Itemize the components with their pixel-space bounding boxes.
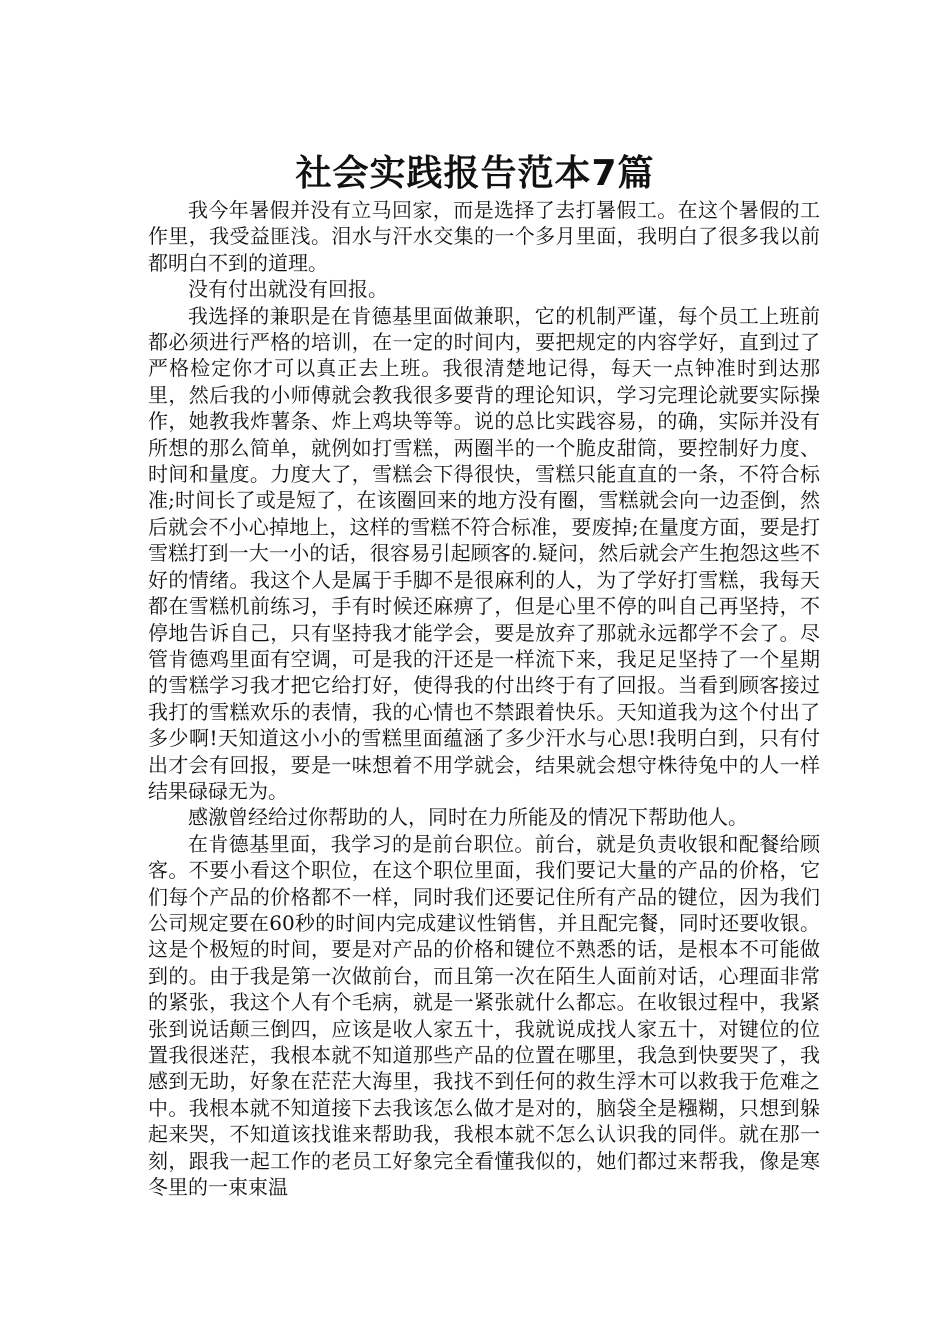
paragraph-heading-1: 没有付出就没有回报。 xyxy=(188,277,388,302)
paragraph-kfc-icecream: 我选择的兼职是在肯德基里面做兼职，它的机制严谨，每个员工上班前都必须进行严格的培训，在一定的时间内，要把规定的内容学好，直到过了严格检定你才可以真正去上班。我很清楚地记得，每天一点钟准时到达那里，然后我的小师傅就会教我很多要背的理论知识，学习完理论就要实际操作，她教我炸薯条、炸上鸡块等等。说的总比实践容易，的确，实际并没有所想的那么简单，就例如打雪糕，两圈半的一个脆皮甜筒，要控制好力度、时间和量度。力度大了，雪糕会下得很快，雪糕只能直直的一条，不符合标准;时间长了或是短了，在该圈回来的地方没有圈，雪糕就会向一边歪倒，然后就会不小心掉地上，这样的雪糕不符合标准，要废掉;在量度方面，要是打雪糕打到一大一小的话，很容易引起顾客的.疑问，然后就会产生抱怨这些不好的情绪。我这个人是属于手脚不是很麻利的人，为了学好打雪糕，我每天都在雪糕机前练习，手有时候还麻痹了，但是心里不停的叫自己再坚持，不停地告诉自己，只有坚持我才能学会，要是放弃了那就永远都学不会了。尽管肯德鸡里面有空调，可是我的汗还是一样流下来，我足足坚持了一个星期的雪糕学习我才把它给打好，使得我的付出终于有了回报。当看到顾客接过我打的雪糕欢乐的表情，我的心情也不禁跟着快乐。天知道我为这个付出了多少啊!天知道这小小的雪糕里面蕴涵了多少汗水与心思!我明白到，只有付出才会有回报，要是一味想着不用学就会，结果就会想守株待兔中的人一样结果碌碌无为。 xyxy=(148,303,820,803)
page-title: 社会实践报告范本7篇 xyxy=(295,153,655,195)
document-body xyxy=(148,197,820,1200)
paragraph-intro: 我今年暑假并没有立马回家，而是选择了去打暑假工。在这个暑假的工作里，我受益匪浅。泪水与汗水交集的一个多月里面，我明白了很多我以前都明白不到的道理。 xyxy=(148,198,820,275)
paragraph-front-desk: 在肯德基里面，我学习的是前台职位。前台，就是负责收银和配餐给顾客。不要小看这个职位，在这个职位里面，我们要记大量的产品的价格，它们每个产品的价格都不一样，同时我们还要记住所有产品的键位，因为我们公司规定要在60秒的时间内完成建议性销售，并且配完餐，同时还要收银。这是个极短的时间，要是对产品的价格和键位不熟悉的话，是根本不可能做到的。由于我是第一次做前台，而且第一次在陌生人面前对话，心理面非常的紧张，我这个人有个毛病，就是一紧张就什么都忘。在收银过程中，我紧张到说话颠三倒四，应该是收人家五十，我就说成找人家五十，对键位的位置我很迷茫，我根本就不知道那些产品的位置在哪里，我急到快要哭了，我感到无助，好象在茫茫大海里，我找不到任何的救生浮木可以救我于危难之中。我根本就不知道接下去我该怎么做才是对的，脑袋全是糨糊，只想到躲起来哭，不知道该找谁来帮助我，我根本就不怎么认识我的同伴。就在那一刻，跟我一起工作的老员工好象完全看懂我似的，她们都过来帮我，像是寒冬里的一束束温 xyxy=(148,831,820,1200)
paragraph-heading-2: 感激曾经给过你帮助的人，同时在力所能及的情况下帮助他人。 xyxy=(188,805,748,830)
